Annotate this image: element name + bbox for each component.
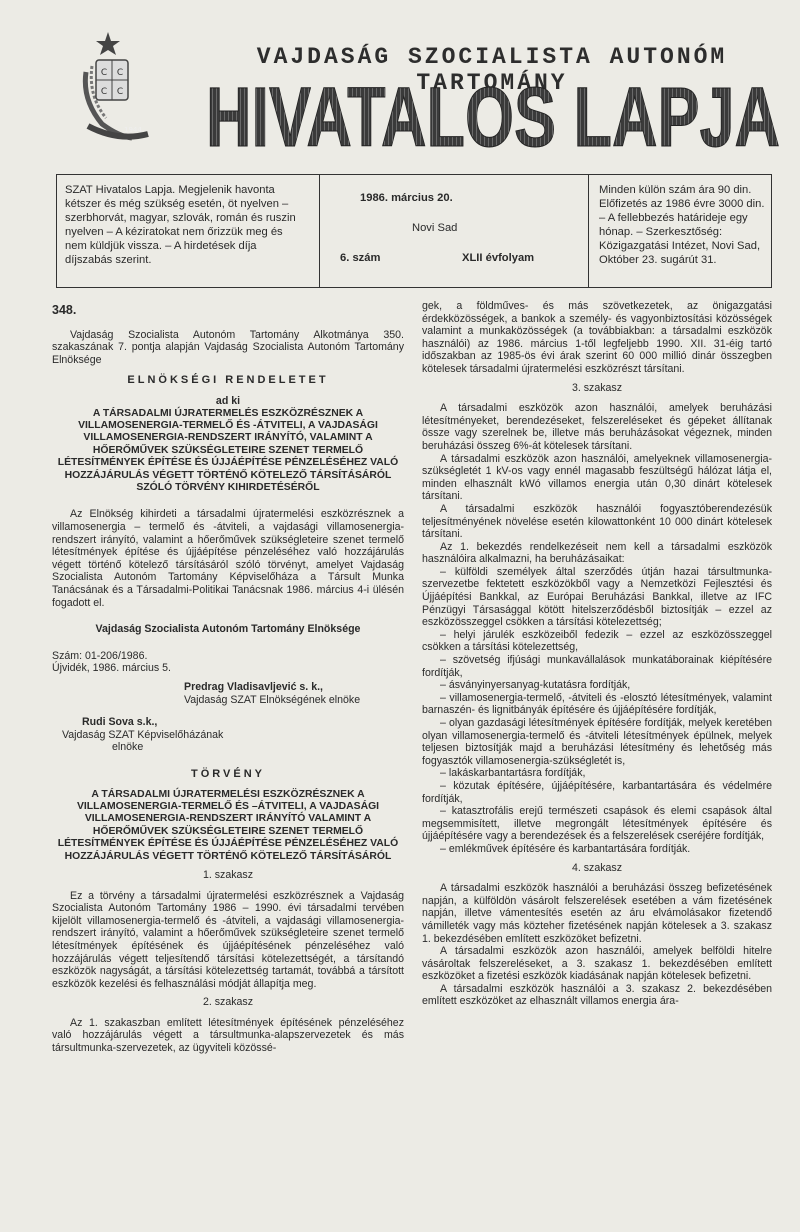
signer1-name: Predrag Vladisavljević s. k., [184, 680, 323, 693]
section-3-title: 3. szakasz [571, 381, 623, 394]
decree-subtitle: ad ki [215, 394, 241, 407]
section-3-para-3: A társadalmi eszközök használói fogyasztóberendezésük teljesítményének növelése esetén kilowattonként 10 000 dinárt kötelesek társítani. [422, 502, 772, 541]
continuation-paragraph: gek, a földműves- és más szövetkezetek, az önigazgatási érdekközösségek, a bankok a személy- és vagyonbiztosítási közösségek valamint a munkaközösségek (a továbbiakban: a társadalmi eszközök használói) az 1986. március 1-től legfeljebb 1990. XII. 31-éig tartó időszakban az 1985-ös évi árak szerint 60 000 millió dinár összegben kötelesek társadalmi újratermelési eszközrészt társítani. [422, 300, 772, 375]
law-title: TÖRVÉNY [191, 767, 265, 780]
reference-place-date: Újvidék, 1986. március 5. [52, 662, 171, 675]
signer1-title: Vajdaság SZAT Elnökségének elnöke [184, 693, 361, 706]
svg-text:C: C [116, 87, 124, 97]
issue-details [319, 175, 589, 287]
section-4-para-2: A társadalmi eszközök azon használói, amelyek belföldi hitelre vásároltak felszereléseket, a 3. szakasz 1. bekezdésében említett eszközöket a fizetési eszközök kiadásának napján kötelesek befizetni. [422, 945, 772, 983]
masthead-title [204, 80, 782, 152]
signer2-title-line2: elnöke [112, 741, 144, 754]
section-3-para-4: Az 1. bekezdés rendelkezéseit nem kell a társadalmi eszközök használóira alkalmazni, ha beruházásaikat: [422, 540, 772, 566]
publication-notice: SZAT Hivatalos Lapja. Megjelenik havonta kétszer és még szükség esetén, öt nyelven – szerbhorvát, magyar, szlovák, román és ruszin nyelven – A kéziratokat nem őrizzük meg és nem küldjük vissza. – A hirdetések díja díjszabás szerint. [65, 184, 296, 266]
exemption-item: – emlékművek építésére és karbantartására fordítják. [440, 842, 691, 855]
exemption-item: – lakáskarbantartásra fordítják, [440, 767, 586, 780]
section-4-title: 4. szakasz [571, 861, 623, 874]
law-heading: A TÁRSADALMI ÚJRATERMELÉSI ESZKÖZRÉSZNEK A VILLAMOSENERGIA-TERMELŐ ÉS –ÁTVITELI, A VAJDASÁGI VILLAMOSENERGIA-RENDSZERT IRÁNYÍTÓ VALAMINT A HŐERŐMŰVEK SZÜKSÉGLETEIRE SZENET TERMELŐ LÉTESÍTMÉNYEK ÉPÍTÉSE ÉS ÚJJÁÉPÍTÉSE PÉNZELÉSÉHEZ VALÓ HOZZÁJÁRULÁS VÉGETT TÖRTÉNŐ KÖTELEZŐ TÁRSÍTÁSÁRÓL [57, 788, 399, 862]
exemption-item: – szövetség ifjúsági munkavállalások munkatáborainak kiépítésére fordítják, [422, 654, 772, 679]
svg-text:C: C [116, 68, 124, 78]
masthead-subtitle: VAJDASÁG SZOCIALISTA AUTONÓM TARTOMÁNY [256, 44, 728, 96]
signer2-title: Vajdaság SZAT Képviselőházának [62, 728, 224, 741]
presidency-name: Vajdaság Szocialista Autonóm Tartomány Elnöksége [95, 623, 361, 636]
exemption-item: – katasztrofális erejű természeti csapások és elemi csapások által megsemmisített, illetve megrongált létesítmények építésére és újjáépítésére vagy a berendezések és a felszerelések cseréjére fordítják, [422, 805, 772, 843]
svg-text:C: C [100, 87, 108, 97]
section-4-para-1: A társadalmi eszközök használói a beruházási összeg befizetésének napján, a külföldön vásárolt felszerelések esetében a vám fizetésének napján, illetve vámentesítés esetén az áru elvámolásakor fizetendő vámilleték vagy más közteher fizetésének napján kötelesek a 3. szakasz 1. bekezdésében említett eszközöket befizetni. [422, 882, 772, 945]
issue-volume: XLII évfolyam [462, 252, 535, 264]
exemption-item: – helyi járulék eszközeiből fedezik – ezzel az eszközösszeggel csökken a társítási kötelezettség, [422, 628, 772, 654]
exemption-item: – ásványinyersanyag-kutatásra fordítják, [440, 679, 631, 692]
exemption-item: – közutak építésére, újjáépítésére, karbantartására és védelmére fordítják, [422, 779, 772, 805]
intro-paragraph: Vajdaság Szocialista Autonóm Tartomány Alkotmánya 350. szakaszának 7. pontja alapján Vajdaság Szocialista Autonóm Tartomány Elnöksége [52, 328, 404, 366]
decree-title: ELNÖKSÉGI RENDELETET [127, 374, 329, 387]
section-4-para-3: A társadalmi eszközök használói a 3. szakasz 2. bekezdésében említett eszközöket az elhasznált villamos energia ára- [422, 982, 772, 1008]
issue-date: 1986. március 20. [360, 192, 453, 204]
issue-place: Novi Sad [412, 222, 458, 234]
section-1-body: Ez a törvény a társadalmi újratermelési eszközrésznek a Vajdaság Szocialista Autonóm Tartomány 1986 – 1990. évi társadalmi tervében kijelölt villamosenergia-termelő és -átviteli, a vajdasági villamosenergia-rendszert irányító, valamint a hőerőművek szükségleteire szenet termelő létesítmények építésének és újjáépítésének pénzeléséhez való hozzájárulás végett teljesítendő társítási kötelezettségét, a társítandó eszközök nagyságát, a társítási kötelezettség tartamát, továbbá a társított eszközök kezelési és felhasználási módját állapítja meg. [52, 889, 404, 990]
decree-heading: A TÁRSADALMI ÚJRATERMELÉS ESZKÖZRÉSZNEK A VILLAMOSENERGIA-TERMELŐ ÉS -ÁTVITELI, A VAJDASÁGI VILLAMOSENERGIA-RENDSZERT IRÁNYÍTÓ, VALAMINT A HŐERŐMŰVEK SZÜKSÉGLETEIRE SZENET TERMELŐ LÉTESÍTMÉNYEK ÉPÍTÉSE ÉS ÚJJÁÉPÍTÉSE PÉNZELÉSÉHEZ VALÓ HOZZÁJÁRULÁS VÉGETT TÖRTÉNŐ KÖTELEZŐ TÁRSÍTÁSÁRÓL SZÓLÓ TÖRVÉNY KIHIRDETÉSÉRŐL [57, 407, 399, 493]
exemption-item: – villamosenergia-termelő, -átviteli és -elosztó létesítmények, valamint barnaszén- és lignitbányák építésére és újjáépítésére fordítják, [422, 691, 772, 717]
signer2-name: Rudi Sova s.k., [82, 716, 158, 729]
section-2-body: Az 1. szakaszban említett létesítmények építésének pénzeléséhez való hozzájárulás végett a társultmunka-alapszervezetek és más társultmunka-szervezetek, az ügyviteli közössé- [52, 1016, 404, 1055]
issue-number: 6. szám [340, 252, 381, 264]
subscription-info: Minden külön szám ára 90 din. Előfizetés az 1986 évre 3000 din. – A fellebbezés határideje egy hónap. – Szerkesztőség: Közigazgatási Intézet, Novi Sad, Október 23. sugárút 31. [599, 184, 765, 266]
exemption-item: – olyan gazdasági létesítmények építésére fordítják, melyek keretében olyan villamosenergia-termelő és -átviteli létesítmények épülnek, melyek teljesen biztosítják majd a beruházási létesítmény és lehetőség más fogyasztók villamosenergia-szükségletét is, [422, 717, 772, 767]
decree-body: Az Elnökség kihirdeti a társadalmi újratermelési eszközrésznek a villamosenergia – termelő és -átviteli, a vajdasági villamosenergia-rendszert irányító, valamint a hőerőművek szükségleteire szenet termelő létesítmények építése és újjáépítése pénzeléséhez való hozzájárulás végett történő kötelező társításáról szóló törvényt, amelyet Vajdaság Szocialista Autonóm Tartomány Képviselőháza a Társult Munka Tanácsának és a Társadalmi-Politikai Tanácsnak 1986. március 4-i ülésén fogadott el. [52, 508, 404, 609]
exemption-item: – külföldi személyek által szerződés útján hazai társultmunka-szervezetbe fektetett eszközökből vagy a Nemzetközi Fejlesztési és Újjáépítési Bankkal, az Európai Beruházási Bankkal, illetve az IFC Pénzügyi Társasággal kötött hitelszerződésből biztosítják – ezzel az eszközösszeggel csökken a társítási kötelezettség; [422, 565, 772, 629]
section-3-para-1: A társadalmi eszközök azon használói, amelyek beruházási létesítményeket, berendezéseket, felszereléseket és gépeket állítanak össze vagy szerelnek be, illetve más beruházásokat végeznek, minden beruházási összeg 6%-át kötelesek társítani. [422, 402, 772, 452]
section-1-title: 1. szakasz [202, 868, 254, 881]
svg-text:1944: 1944 [124, 126, 142, 134]
svg-text:HIVATALOS LAPJA: HIVATALOS LAPJA [206, 80, 780, 152]
right-column [422, 300, 772, 1008]
section-2-title: 2. szakasz [202, 996, 254, 1009]
document-number: 348. [52, 303, 77, 317]
svg-text:C: C [100, 68, 108, 78]
reference-number: Szám: 01-206/1986. [52, 649, 148, 662]
coat-of-arms-emblem [78, 30, 186, 142]
section-3-para-2: A társadalmi eszközök azon használói, amelyeknek villamosenergia-szükségletét 1 kV-os vagy ennél magasabb feszültségű hálózat látja el, minden elhasznált kWó villamos energia után 0,30 dinárt kötelesek társítani. [422, 452, 772, 503]
left-column [52, 300, 404, 1055]
publication-info-box [56, 174, 772, 288]
